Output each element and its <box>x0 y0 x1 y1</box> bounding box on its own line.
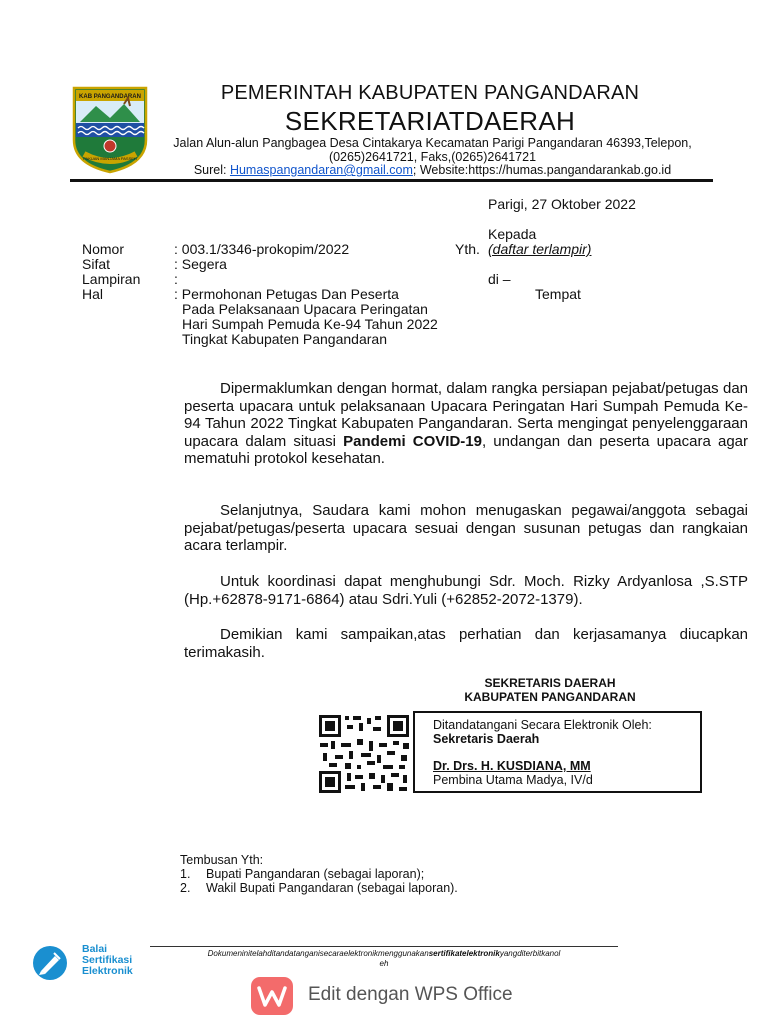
tembusan-num: 1. <box>180 867 191 881</box>
p3-text: Untuk koordinasi dapat menghubungi Sdr. Moch. Rizky Ardyanlosa ,S.STP (Hp.+62878-9171-6864) atau Sdri.Yuli (+62852-2072-1379). <box>184 573 748 608</box>
header-address-1: Jalan Alun-alun Pangbagea Desa Cintakarya Kecamatan Parigi Pangandaran 46393,Telepon, <box>173 136 692 150</box>
letter-meta-table <box>82 242 438 347</box>
footer-divider <box>150 946 618 947</box>
wps-logo-icon <box>250 976 294 1016</box>
header-divider <box>70 179 713 182</box>
footer-note-cont: eh <box>379 959 389 968</box>
email-link[interactable]: Humaspangandaran@gmail.com <box>229 163 413 177</box>
meta-row-lampiran <box>82 272 438 287</box>
body-paragraph-3 <box>184 573 748 608</box>
signed-by-label: Ditandatangani Secara Elektronik Oleh: <box>433 718 652 732</box>
p1-text-a: Dipermaklumkan dengan hormat, dalam rangka persiapan pejabat/petugas dan peserta upacara untuk pelaksanaan Upacara Peringatan Hari Sumpah Pemuda Ke-94 Tahun 2022 Tingkat Kabupaten Pangandaran. Serta mengingat penyelenggaraan upacara dalam situasi <box>184 380 748 450</box>
recipient-di: di – <box>488 271 511 287</box>
signer-position: Sekretaris Daerah <box>433 732 540 746</box>
tembusan-item <box>180 882 458 896</box>
tembusan-item <box>180 868 424 882</box>
email-label: Surel: <box>193 163 230 177</box>
bsre-line-3: Elektronik <box>82 965 133 977</box>
body-paragraph-2 <box>184 502 748 555</box>
recipient-kepada: Kepada <box>488 226 537 242</box>
header-address-2: (0265)2641721, Faks,(0265)2641721 <box>328 150 537 164</box>
hal-line-2: Pada Pelaksanaan Upacara Peringatan <box>182 301 428 317</box>
signature-title-2: KABUPATEN PANGANDARAN <box>464 690 636 704</box>
tembusan-num: 2. <box>180 881 191 895</box>
regency-logo <box>70 84 150 174</box>
meta-value: : Permohonan Petugas Dan Peserta <box>174 286 399 302</box>
body-paragraph-4 <box>184 626 748 661</box>
footer-note-bold: sertifikatelektronik <box>428 949 500 958</box>
qr-code[interactable] <box>317 713 411 795</box>
website-text: ; Website:https://humas.pangandarankab.go.id <box>412 163 672 177</box>
header-secretariat: SEKRETARIATDAERAH <box>284 106 576 136</box>
bsre-logo <box>30 944 160 982</box>
recipient-tempat: Tempat <box>535 286 581 302</box>
meta-value: : Segera <box>174 256 227 272</box>
meta-key: Sifat <box>82 256 111 272</box>
header-contact <box>145 163 720 178</box>
bsre-line-2: Sertifikasi <box>82 954 133 966</box>
meta-value: : <box>174 271 178 287</box>
body-paragraph-1 <box>184 380 748 468</box>
hal-line-3: Hari Sumpah Pemuda Ke-94 Tahun 2022 <box>182 316 438 332</box>
p1-text-b: , undangan dan peserta upacara agar mematuhi protokol kesehatan. <box>184 432 748 467</box>
logo-text: KAB PANGANDARAN <box>79 94 141 100</box>
e-signature-box <box>413 711 702 793</box>
meta-row-nomor <box>82 242 438 257</box>
footer-note <box>150 949 618 959</box>
signer-rank: Pembina Utama Madya, IV/d <box>433 773 593 787</box>
bsre-pen-icon <box>30 944 70 982</box>
tembusan-text: Wakil Bupati Pangandaran (sebagai laporan). <box>206 881 458 895</box>
meta-row-sifat <box>82 257 438 272</box>
bsre-line-1: Balai <box>82 943 108 955</box>
footer-note-b: yangditerbitkanol <box>499 949 561 958</box>
meta-key: Nomor <box>82 241 125 257</box>
recipient-yth: Yth. <box>455 241 480 257</box>
wps-watermark[interactable] <box>250 974 550 1018</box>
p2-text: Selanjutnya, Saudara kami mohon menugaskan pegawai/anggota sebagai pejabat/petugas/peserta upacara sesuai dengan susunan petugas dan rangkaian acara terlampir. <box>184 502 748 554</box>
wps-text: Edit dengan WPS Office <box>308 984 513 1005</box>
meta-row-hal <box>82 287 438 302</box>
header-government: PEMERINTAH KABUPATEN PANGANDARAN <box>220 82 640 104</box>
meta-key: Hal <box>82 286 104 302</box>
signer-name: Dr. Drs. H. KUSDIANA, MM <box>433 759 591 773</box>
hal-line-4: Tingkat Kabupaten Pangandaran <box>182 331 387 347</box>
p1-bold: Pandemi COVID-19 <box>343 432 482 450</box>
footer-note-a: Dokumeninitelahditandatanganisecaraelektronikmenggunakan <box>207 949 429 958</box>
p4-text: Demikian kami sampaikan,atas perhatian dan kerjasamanya diucapkan terimakasih. <box>184 626 748 661</box>
tembusan-title: Tembusan Yth: <box>180 853 264 867</box>
recipient-name: (daftar terlampir) <box>488 241 592 257</box>
meta-value: : 003.1/3346-prokopim/2022 <box>174 241 350 257</box>
logo-motto: PAKUAN MANJAMA PASSEH <box>83 156 137 161</box>
tembusan-text: Bupati Pangandaran (sebagai laporan); <box>206 867 425 881</box>
meta-key: Lampiran <box>82 271 141 287</box>
letter-date: Parigi, 27 Oktober 2022 <box>488 196 636 212</box>
signature-title-1: SEKRETARIS DAERAH <box>484 676 616 690</box>
